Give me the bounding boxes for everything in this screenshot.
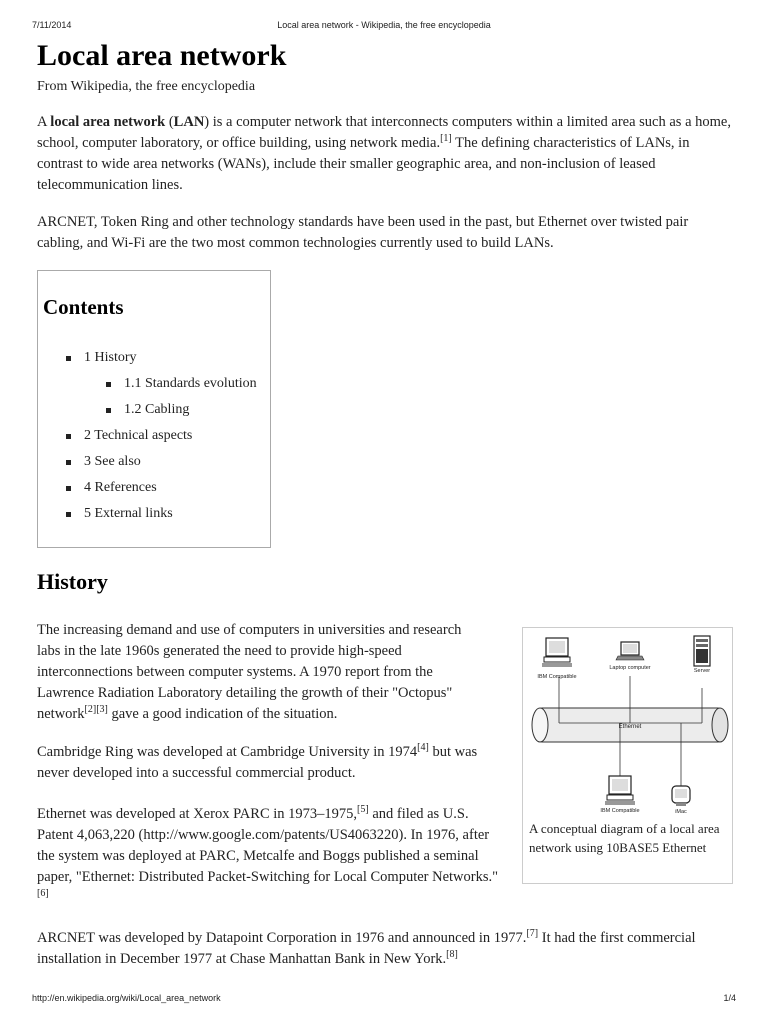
server-icon: [694, 636, 710, 666]
history-paragraph-2: Cambridge Ring was developed at Cambridge University in 1974[4] but was never developed into a successful commercial product.: [37, 742, 478, 781]
print-date: 7/11/2014: [32, 20, 72, 30]
article-title: Local area network: [37, 39, 287, 72]
ref-5-link[interactable]: [5]: [357, 804, 369, 816]
table-of-contents: [37, 270, 271, 548]
label-ethernet: Ethernet: [618, 724, 642, 730]
print-page-number: 1/4: [723, 993, 736, 1003]
toc-item-references[interactable]: 4 References: [84, 480, 157, 495]
ref-2-link[interactable]: [2]: [84, 704, 97, 716]
label-ibm-compatible: IBM Compatible: [537, 674, 577, 680]
toc-title: Contents: [43, 295, 124, 319]
toc-item-history[interactable]: 1 History: [84, 350, 137, 365]
history-paragraph-3: Ethernet was developed at Xerox PARC in 1973–1975,[5] and filed as U.S. Patent 4,063,220 (http://www.google.com/patents/US4063220). In 1976, after the system was deployed at PARC, Metcalfe and Boggs published a seminal paper, "Ethernet: Distributed Packet-Switching for Local Computer Networks."[6]: [37, 804, 499, 900]
ref-7-link[interactable]: [7]: [526, 928, 539, 940]
lan-diagram-figure: [522, 627, 733, 884]
term-local-area-network: local area network: [50, 114, 166, 130]
toc-item-technical-aspects[interactable]: 2 Technical aspects: [84, 428, 193, 443]
history-paragraph-1: The increasing demand and use of computers in universities and research labs in the late 1960s generated the need to provide high-speed interconnections between computer systems. A 1970 report from the Lawrence Radiation Laboratory detailing the growth of their "Octopus" network[2][3] gave a good indication of the situation.: [37, 622, 462, 722]
intro-paragraph-2: ARCNET, Token Ring and other technology standards have been used in the past, but Ethernet over twisted pair cabling, and Wi-Fi are the two most common technologies currently used to build LANs.: [37, 214, 689, 251]
toc-item-see-also[interactable]: 3 See also: [84, 454, 141, 469]
imac-icon: [672, 786, 690, 806]
figure-caption: A conceptual diagram of a local area network using 10BASE5 Ethernet: [529, 821, 720, 855]
ibm-compatible-computer-icon-2: [605, 776, 635, 805]
toc-item-standards-evolution[interactable]: 1.1 Standards evolution: [124, 376, 257, 391]
ref-6-link[interactable]: [6]: [37, 888, 49, 900]
print-page-title: Local area network - Wikipedia, the free encyclopedia: [277, 20, 491, 30]
toc-item-cabling[interactable]: 1.2 Cabling: [124, 402, 190, 417]
lan-diagram[interactable]: [526, 630, 730, 816]
label-server: Server: [693, 668, 711, 674]
history-paragraph-4: ARCNET was developed by Datapoint Corporation in 1976 and announced in 1977.[7] It had the first commercial installation in December 1977 at Chase Manhattan Bank in New York.[8]: [37, 928, 696, 967]
article-content: [37, 36, 732, 967]
intro-paragraph: A local area network (LAN) is a computer network that interconnects computers within a limited area such as a home, school, computer laboratory, or office building, using network media.[1] The defining characteristics of LANs, in contrast to wide area networks (WANs), include their smaller geographic area, and non-inclusion of leased telecommunication lines.: [37, 114, 731, 193]
ibm-compatible-computer-icon: [542, 638, 572, 667]
ref-3-link[interactable]: [3]: [96, 704, 108, 716]
article-subtitle: From Wikipedia, the free encyclopedia: [37, 79, 256, 94]
ref-1-link[interactable]: [1]: [440, 133, 452, 145]
toc-item-external-links[interactable]: 5 External links: [84, 506, 173, 521]
ref-4-link[interactable]: [4]: [417, 742, 429, 754]
laptop-computer-icon: [616, 642, 644, 660]
print-url: http://en.wikipedia.org/wiki/Local_area_network: [32, 993, 221, 1003]
label-imac: iMac: [675, 809, 687, 815]
label-laptop-computer: Laptop computer: [609, 665, 651, 671]
ref-8-link[interactable]: [8]: [446, 949, 458, 961]
label-ibm-compatible-2: IBM Compatible: [600, 808, 640, 814]
history-heading: History: [37, 569, 108, 594]
term-lan: LAN: [173, 114, 205, 130]
